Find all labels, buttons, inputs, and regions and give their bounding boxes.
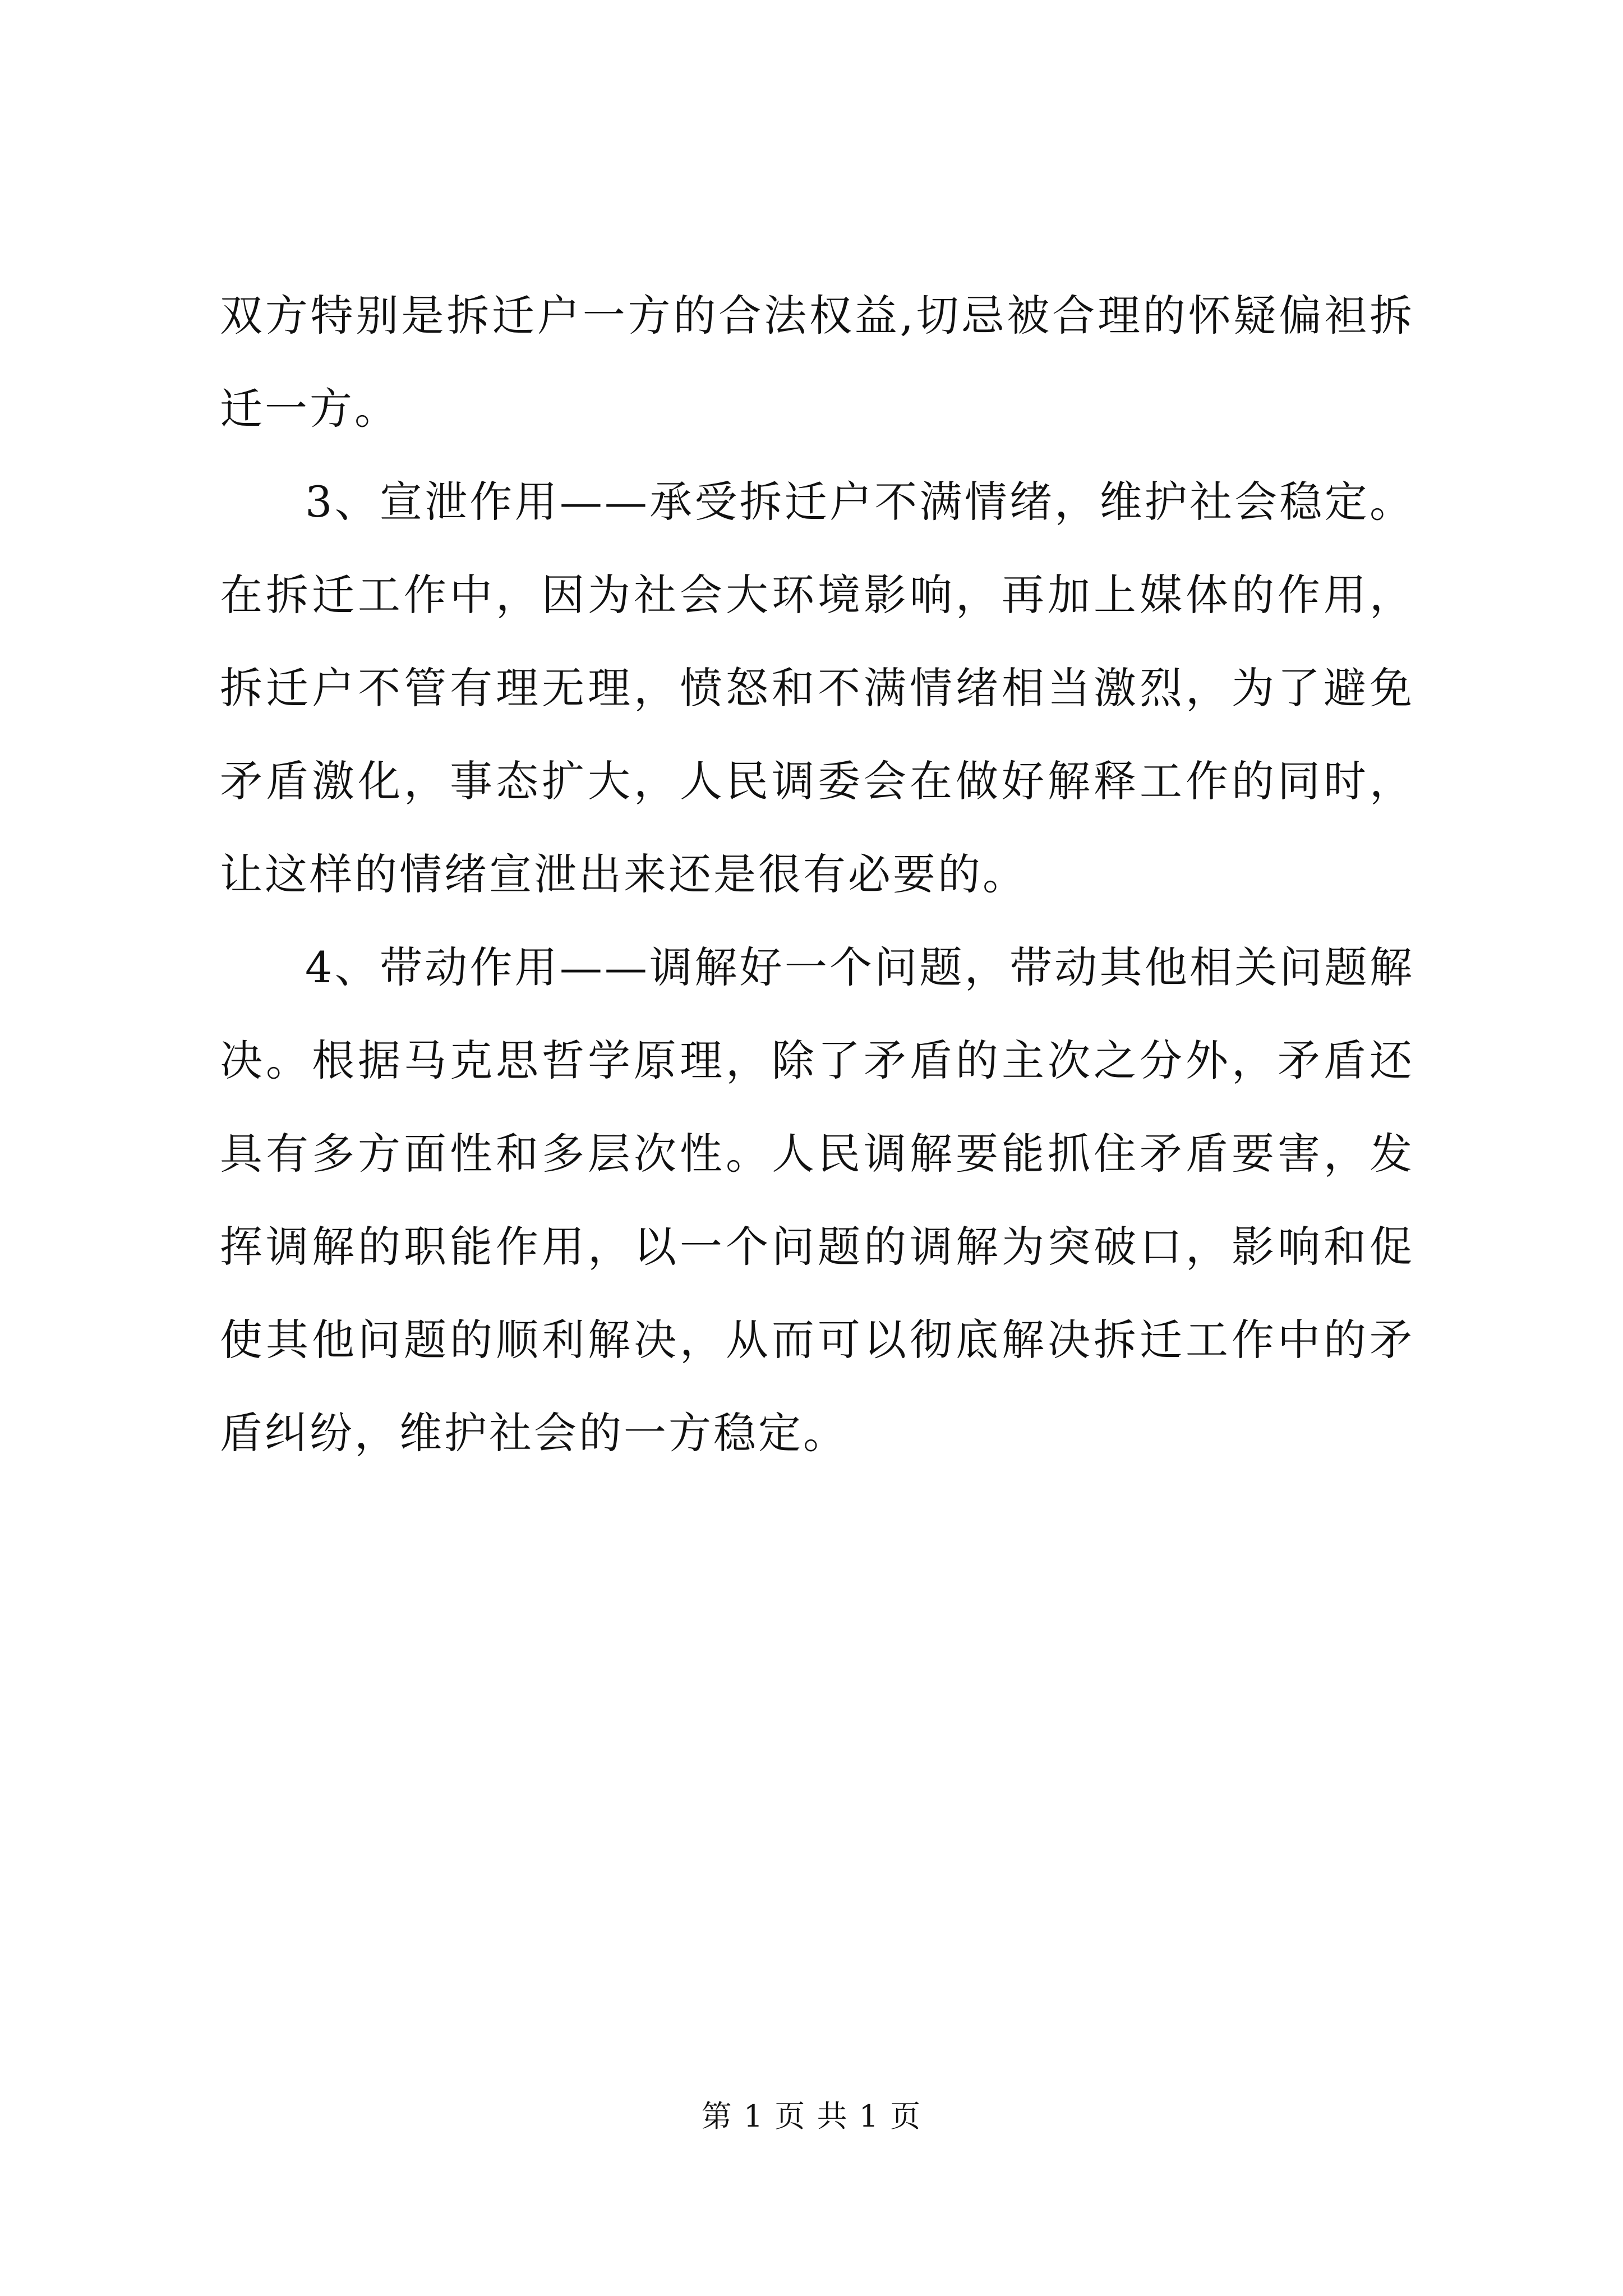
page-footer: 第 1 页 共 1 页 [701,2099,922,2134]
document-body [220,269,1414,1480]
paragraph-item-3-venting: 3、宣泄作用——承受拆迁户不满情绪，维护社会稳定。在拆迁工作中，因为社会大环境影响，再加上媒体的作用，拆迁户不管有理无理，愤怒和不满情绪相当激烈，为了避免矛盾激化，事态扩大，人民调委会在做好解释工作的同时，让这样的情绪宣泄出来还是很有必要的。 [220,477,1414,899]
paragraph-item-4-driving: 4、带动作用——调解好一个问题，带动其他相关问题解决。根据马克思哲学原理，除了矛盾的主次之分外，矛盾还具有多方面性和多层次性。人民调解要能抓住矛盾要害，发挥调解的职能作用，以一个问题的调解为突破口，影响和促使其他问题的顺利解决，从而可以彻底解决拆迁工作中的矛盾纠纷，维护社会的一方稳定。 [220,942,1414,1458]
paragraph-continuation: 双方特别是拆迁户一方的合法权益,切忌被合理的怀疑偏袒拆迁一方。 [220,291,1414,434]
